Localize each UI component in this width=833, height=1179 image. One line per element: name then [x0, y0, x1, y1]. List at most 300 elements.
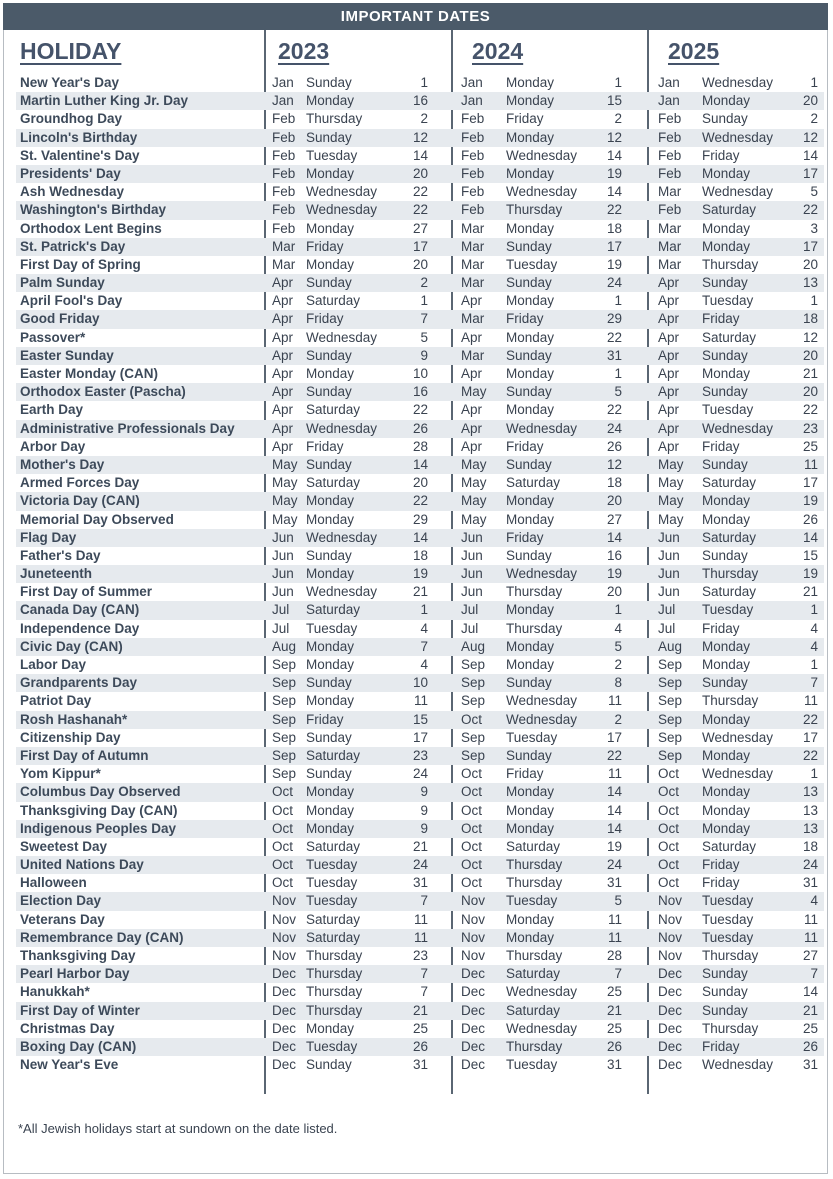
month-2025: Apr	[658, 420, 680, 436]
table-row	[16, 201, 824, 219]
month-2023: Jun	[272, 566, 294, 582]
month-2023: Feb	[272, 220, 296, 236]
weekday-2023: Monday	[306, 366, 355, 381]
month-2025: Dec	[658, 966, 683, 982]
month-2024: Feb	[461, 165, 485, 181]
weekday-2025: Monday	[702, 820, 751, 836]
holiday-name: First Day of Summer	[20, 584, 153, 600]
day-2024: 19	[606, 838, 622, 854]
day-2025: 26	[802, 1038, 818, 1054]
weekday-2025: Tuesday	[702, 402, 754, 418]
weekday-2025: Wednesday	[702, 766, 774, 782]
day-2023: 22	[412, 202, 428, 218]
day-2025: 13	[802, 802, 818, 818]
weekday-2024: Saturday	[506, 475, 561, 491]
weekday-2023: Tuesday	[306, 620, 358, 636]
month-2025: May	[658, 456, 684, 472]
month-2023: Jun	[272, 529, 294, 545]
month-2025: Apr	[658, 329, 680, 345]
weekday-2025: Monday	[702, 657, 751, 672]
weekday-2024: Monday	[506, 784, 555, 800]
month-2025: Oct	[658, 784, 680, 800]
day-2024: 14	[606, 184, 622, 200]
month-2023: Nov	[272, 929, 297, 945]
weekday-2025: Monday	[702, 638, 751, 654]
month-2024: Apr	[461, 293, 483, 309]
weekday-2023: Thursday	[306, 984, 363, 1000]
weekday-2024: Sunday	[506, 275, 552, 291]
table-row	[16, 129, 824, 147]
weekday-2023: Tuesday	[306, 147, 358, 163]
table-row	[16, 529, 824, 547]
day-2025: 4	[810, 893, 818, 909]
table-row	[16, 601, 824, 619]
day-2023: 22	[412, 402, 428, 418]
weekday-2024: Wednesday	[506, 147, 578, 163]
table-row	[16, 329, 824, 347]
month-2023: Sep	[272, 675, 297, 691]
day-2023: 4	[420, 657, 428, 672]
day-2023: 11	[413, 911, 428, 927]
day-2024: 31	[606, 1057, 622, 1073]
weekday-2024: Monday	[506, 366, 555, 381]
table-row	[16, 765, 824, 783]
month-2025: May	[658, 493, 684, 509]
month-2024: Oct	[461, 875, 483, 891]
month-2025: Apr	[658, 275, 680, 291]
holiday-name: Election Day	[20, 893, 102, 909]
month-2023: Apr	[272, 438, 294, 454]
day-2024: 14	[606, 529, 622, 545]
day-2024: 24	[606, 275, 622, 291]
weekday-2023: Saturday	[306, 911, 361, 927]
day-2023: 29	[412, 511, 428, 527]
month-2025: Feb	[658, 165, 682, 181]
weekday-2025: Thursday	[702, 1020, 759, 1036]
weekday-2023: Friday	[306, 238, 344, 254]
month-2023: Dec	[272, 1057, 297, 1073]
day-2023: 21	[412, 1002, 428, 1018]
day-2023: 21	[412, 584, 428, 600]
holiday-name: Thanksgiving Day (CAN)	[20, 802, 178, 818]
table-row	[16, 874, 824, 892]
weekday-2023: Monday	[306, 638, 355, 654]
weekday-2024: Wednesday	[506, 984, 578, 1000]
day-2024: 1	[614, 293, 622, 309]
month-2023: Apr	[272, 329, 294, 345]
month-2023: Oct	[272, 838, 294, 854]
table-row	[16, 183, 824, 201]
day-2025: 20	[802, 347, 818, 363]
weekday-2024: Friday	[506, 766, 544, 782]
day-2024: 19	[606, 256, 622, 272]
weekday-2024: Monday	[506, 165, 555, 181]
day-2023: 14	[412, 147, 428, 163]
table-row	[16, 74, 824, 92]
month-2023: Dec	[272, 1002, 297, 1018]
day-2025: 22	[802, 402, 818, 418]
month-2023: Dec	[272, 1020, 297, 1036]
month-2024: Mar	[461, 275, 485, 291]
month-2023: Oct	[272, 784, 294, 800]
weekday-2023: Thursday	[306, 966, 363, 982]
year-2025-header: 2025	[668, 38, 720, 64]
day-2023: 7	[420, 893, 428, 909]
weekday-2024: Monday	[506, 402, 555, 418]
day-2025: 14	[802, 529, 818, 545]
day-2024: 11	[607, 929, 622, 945]
weekday-2024: Thursday	[506, 948, 563, 963]
weekday-2025: Wednesday	[702, 1057, 774, 1073]
day-2023: 31	[412, 875, 428, 891]
month-2025: Dec	[658, 1038, 683, 1054]
month-2024: Feb	[461, 129, 485, 145]
month-2024: Feb	[461, 202, 485, 218]
weekday-2024: Tuesday	[506, 729, 558, 745]
weekday-2023: Friday	[306, 311, 344, 327]
weekday-2023: Tuesday	[306, 857, 358, 873]
weekday-2025: Monday	[702, 747, 751, 763]
month-2023: Dec	[272, 1038, 297, 1054]
day-2025: 14	[802, 147, 818, 163]
weekday-2023: Tuesday	[306, 1038, 358, 1054]
weekday-2025: Monday	[702, 802, 751, 818]
month-2024: May	[461, 511, 487, 527]
day-2023: 2	[420, 275, 428, 291]
table-row	[16, 656, 824, 674]
day-2024: 22	[606, 329, 622, 345]
month-2023: Oct	[272, 875, 294, 891]
month-2024: Dec	[461, 1020, 486, 1036]
table-row	[16, 347, 824, 365]
holiday-name: Citizenship Day	[20, 729, 121, 745]
day-2024: 12	[606, 456, 622, 472]
weekday-2023: Monday	[306, 820, 355, 836]
day-2024: 15	[606, 93, 622, 109]
month-2024: Sep	[461, 693, 486, 709]
month-2024: Dec	[461, 1002, 486, 1018]
footnote: *All Jewish holidays start at sundown on the date listed.	[18, 1121, 338, 1136]
weekday-2025: Monday	[702, 93, 751, 109]
table-row	[16, 1056, 824, 1074]
day-2024: 1	[614, 75, 622, 90]
weekday-2024: Monday	[506, 511, 555, 527]
weekday-2025: Saturday	[702, 529, 757, 545]
weekday-2024: Friday	[506, 111, 544, 127]
day-2025: 2	[810, 111, 818, 127]
day-2024: 25	[606, 1020, 622, 1036]
month-2023: Aug	[272, 638, 297, 654]
day-2025: 11	[803, 929, 818, 945]
month-2024: Mar	[461, 347, 485, 363]
weekday-2023: Sunday	[306, 347, 352, 363]
month-2025: Sep	[658, 657, 683, 672]
day-2025: 21	[802, 366, 818, 381]
month-2025: Apr	[658, 384, 680, 400]
table-row	[16, 711, 824, 729]
day-2024: 2	[614, 111, 622, 127]
holiday-name: Rosh Hashanah*	[20, 711, 128, 727]
day-2023: 1	[420, 602, 428, 618]
weekday-2025: Wednesday	[702, 729, 774, 745]
day-2023: 7	[420, 638, 428, 654]
day-2024: 11	[607, 911, 622, 927]
month-2024: Jan	[461, 75, 483, 90]
month-2023: Mar	[272, 256, 296, 272]
table-row	[16, 456, 824, 474]
weekday-2023: Friday	[306, 711, 344, 727]
month-2025: Jun	[658, 529, 680, 545]
weekday-2023: Friday	[306, 438, 344, 454]
day-2023: 16	[412, 93, 428, 109]
weekday-2024: Wednesday	[506, 711, 578, 727]
month-2025: Apr	[658, 438, 680, 454]
weekday-2025: Saturday	[702, 838, 757, 854]
month-2023: Sep	[272, 711, 297, 727]
month-2025: Oct	[658, 838, 680, 854]
month-2023: May	[272, 475, 298, 491]
month-2024: Jul	[461, 620, 479, 636]
month-2025: Jun	[658, 584, 680, 600]
table-row	[16, 365, 824, 383]
weekday-2024: Monday	[506, 329, 555, 345]
weekday-2023: Sunday	[306, 675, 352, 691]
weekday-2023: Sunday	[306, 766, 352, 782]
month-2024: Dec	[461, 984, 486, 1000]
table-row	[16, 310, 824, 328]
day-2024: 27	[606, 511, 622, 527]
day-2024: 26	[606, 438, 622, 454]
day-2025: 12	[802, 129, 818, 145]
month-2024: Jun	[461, 584, 483, 600]
month-2023: Jun	[272, 584, 294, 600]
holiday-name: Pearl Harbor Day	[20, 966, 130, 982]
day-2024: 14	[606, 820, 622, 836]
month-2024: Mar	[461, 220, 485, 236]
day-2023: 21	[412, 838, 428, 854]
day-2025: 31	[802, 875, 818, 891]
month-2025: Dec	[658, 984, 683, 1000]
month-2025: Dec	[658, 1020, 683, 1036]
weekday-2025: Sunday	[702, 675, 748, 691]
weekday-2025: Friday	[702, 438, 740, 454]
table-row	[16, 983, 824, 1001]
table-row	[16, 729, 824, 747]
weekday-2025: Monday	[702, 511, 751, 527]
weekday-2025: Thursday	[702, 256, 759, 272]
dates-table	[16, 74, 824, 1074]
holiday-name: United Nations Day	[20, 857, 144, 873]
day-2024: 28	[606, 948, 622, 963]
day-2025: 13	[802, 784, 818, 800]
year-2023-header: 2023	[278, 38, 330, 64]
table-row	[16, 565, 824, 583]
weekday-2023: Saturday	[306, 929, 361, 945]
day-2024: 19	[606, 165, 622, 181]
weekday-2023: Sunday	[306, 75, 352, 90]
weekday-2025: Saturday	[702, 475, 757, 491]
table-row	[16, 802, 824, 820]
month-2023: Sep	[272, 693, 297, 709]
holiday-name: Victoria Day (CAN)	[20, 493, 140, 509]
table-row	[16, 692, 824, 710]
holiday-name: Easter Monday (CAN)	[20, 366, 159, 381]
weekday-2024: Sunday	[506, 747, 552, 763]
holiday-name: Civic Day (CAN)	[20, 638, 123, 654]
table-row	[16, 838, 824, 856]
weekday-2025: Sunday	[702, 456, 748, 472]
day-2023: 31	[412, 1057, 428, 1073]
day-2023: 22	[412, 493, 428, 509]
month-2024: Oct	[461, 838, 483, 854]
weekday-2025: Friday	[702, 147, 740, 163]
day-2023: 23	[412, 948, 428, 963]
day-2025: 12	[802, 329, 818, 345]
weekday-2025: Tuesday	[702, 293, 754, 309]
weekday-2024: Saturday	[506, 966, 561, 982]
holiday-name: Labor Day	[20, 657, 87, 672]
day-2025: 1	[810, 293, 818, 309]
weekday-2025: Sunday	[702, 1002, 748, 1018]
table-row	[16, 474, 824, 492]
weekday-2023: Saturday	[306, 602, 361, 618]
day-2023: 26	[412, 420, 428, 436]
month-2024: Mar	[461, 311, 485, 327]
month-2024: Jul	[461, 602, 479, 618]
weekday-2023: Sunday	[306, 456, 352, 472]
weekday-2025: Saturday	[702, 202, 757, 218]
month-2023: Jul	[272, 620, 290, 636]
holiday-name: April Fool's Day	[20, 293, 123, 309]
weekday-2024: Sunday	[506, 238, 552, 254]
table-row	[16, 1002, 824, 1020]
year-2024-header: 2024	[472, 38, 524, 64]
weekday-2023: Thursday	[306, 948, 363, 963]
month-2025: Feb	[658, 111, 682, 127]
table-row	[16, 420, 824, 438]
weekday-2023: Monday	[306, 802, 355, 818]
month-2024: Aug	[461, 638, 486, 654]
weekday-2024: Monday	[506, 93, 555, 109]
month-2024: Nov	[461, 948, 486, 963]
holiday-name: Martin Luther King Jr. Day	[20, 93, 189, 109]
month-2024: Apr	[461, 402, 483, 418]
month-2024: Sep	[461, 747, 486, 763]
day-2024: 18	[606, 475, 622, 491]
day-2025: 1	[810, 602, 818, 618]
weekday-2025: Thursday	[702, 948, 759, 963]
weekday-2023: Sunday	[306, 129, 352, 145]
month-2024: Apr	[461, 420, 483, 436]
holiday-name: Good Friday	[20, 311, 100, 327]
day-2025: 13	[802, 820, 818, 836]
day-2024: 4	[614, 620, 622, 636]
month-2024: Oct	[461, 711, 483, 727]
day-2025: 11	[803, 911, 818, 927]
month-2023: Mar	[272, 238, 296, 254]
day-2024: 31	[606, 347, 622, 363]
month-2025: Apr	[658, 311, 680, 327]
day-2025: 22	[802, 747, 818, 763]
day-2024: 2	[614, 711, 622, 727]
holiday-name: Indigenous Peoples Day	[20, 820, 177, 836]
month-2023: Feb	[272, 184, 296, 200]
weekday-2025: Sunday	[702, 547, 748, 563]
month-2024: May	[461, 456, 487, 472]
day-2025: 26	[802, 511, 818, 527]
month-2025: May	[658, 475, 684, 491]
month-2024: Nov	[461, 893, 486, 909]
day-2023: 1	[420, 75, 428, 90]
month-2023: Nov	[272, 948, 297, 963]
day-2025: 17	[802, 729, 818, 745]
month-2023: Jun	[272, 547, 294, 563]
day-2025: 11	[803, 693, 818, 709]
weekday-2025: Wednesday	[702, 129, 774, 145]
weekday-2023: Sunday	[306, 729, 352, 745]
day-2024: 14	[606, 784, 622, 800]
day-2025: 5	[810, 184, 818, 200]
weekday-2023: Wednesday	[306, 202, 378, 218]
day-2025: 25	[802, 1020, 818, 1036]
month-2023: Sep	[272, 729, 297, 745]
day-2024: 31	[606, 875, 622, 891]
holiday-name: Columbus Day Observed	[20, 784, 181, 800]
month-2025: Sep	[658, 729, 683, 745]
day-2025: 18	[802, 311, 818, 327]
day-2025: 13	[802, 275, 818, 291]
holiday-name: Palm Sunday	[20, 275, 105, 291]
weekday-2024: Sunday	[506, 347, 552, 363]
day-2025: 1	[810, 657, 818, 672]
month-2025: Sep	[658, 747, 683, 763]
month-2023: Oct	[272, 820, 294, 836]
day-2023: 9	[420, 802, 428, 818]
day-2024: 19	[606, 566, 622, 582]
weekday-2025: Sunday	[702, 984, 748, 1000]
day-2024: 22	[606, 402, 622, 418]
day-2025: 11	[803, 456, 818, 472]
weekday-2023: Saturday	[306, 838, 361, 854]
day-2023: 1	[420, 293, 428, 309]
holiday-name: New Year's Eve	[20, 1057, 119, 1073]
day-2023: 17	[412, 729, 428, 745]
month-2024: Sep	[461, 729, 486, 745]
month-2025: Mar	[658, 256, 682, 272]
weekday-2025: Monday	[702, 238, 751, 254]
weekday-2023: Saturday	[306, 475, 361, 491]
weekday-2023: Saturday	[306, 402, 361, 418]
month-2025: Feb	[658, 202, 682, 218]
month-2024: Oct	[461, 820, 483, 836]
holiday-name: First Day of Winter	[20, 1002, 140, 1018]
weekday-2025: Wednesday	[702, 420, 774, 436]
weekday-2024: Monday	[506, 493, 555, 509]
day-2024: 14	[606, 802, 622, 818]
month-2025: Jun	[658, 566, 680, 582]
table-row	[16, 92, 824, 110]
holiday-name: Ash Wednesday	[20, 184, 125, 200]
weekday-2025: Thursday	[702, 566, 759, 582]
weekday-2023: Tuesday	[306, 875, 358, 891]
month-2023: Feb	[272, 202, 296, 218]
month-2024: Jan	[461, 93, 483, 109]
table-row	[16, 401, 824, 419]
day-2024: 17	[606, 729, 622, 745]
weekday-2025: Sunday	[702, 966, 748, 982]
month-2025: Sep	[658, 675, 683, 691]
day-2025: 7	[810, 966, 818, 982]
